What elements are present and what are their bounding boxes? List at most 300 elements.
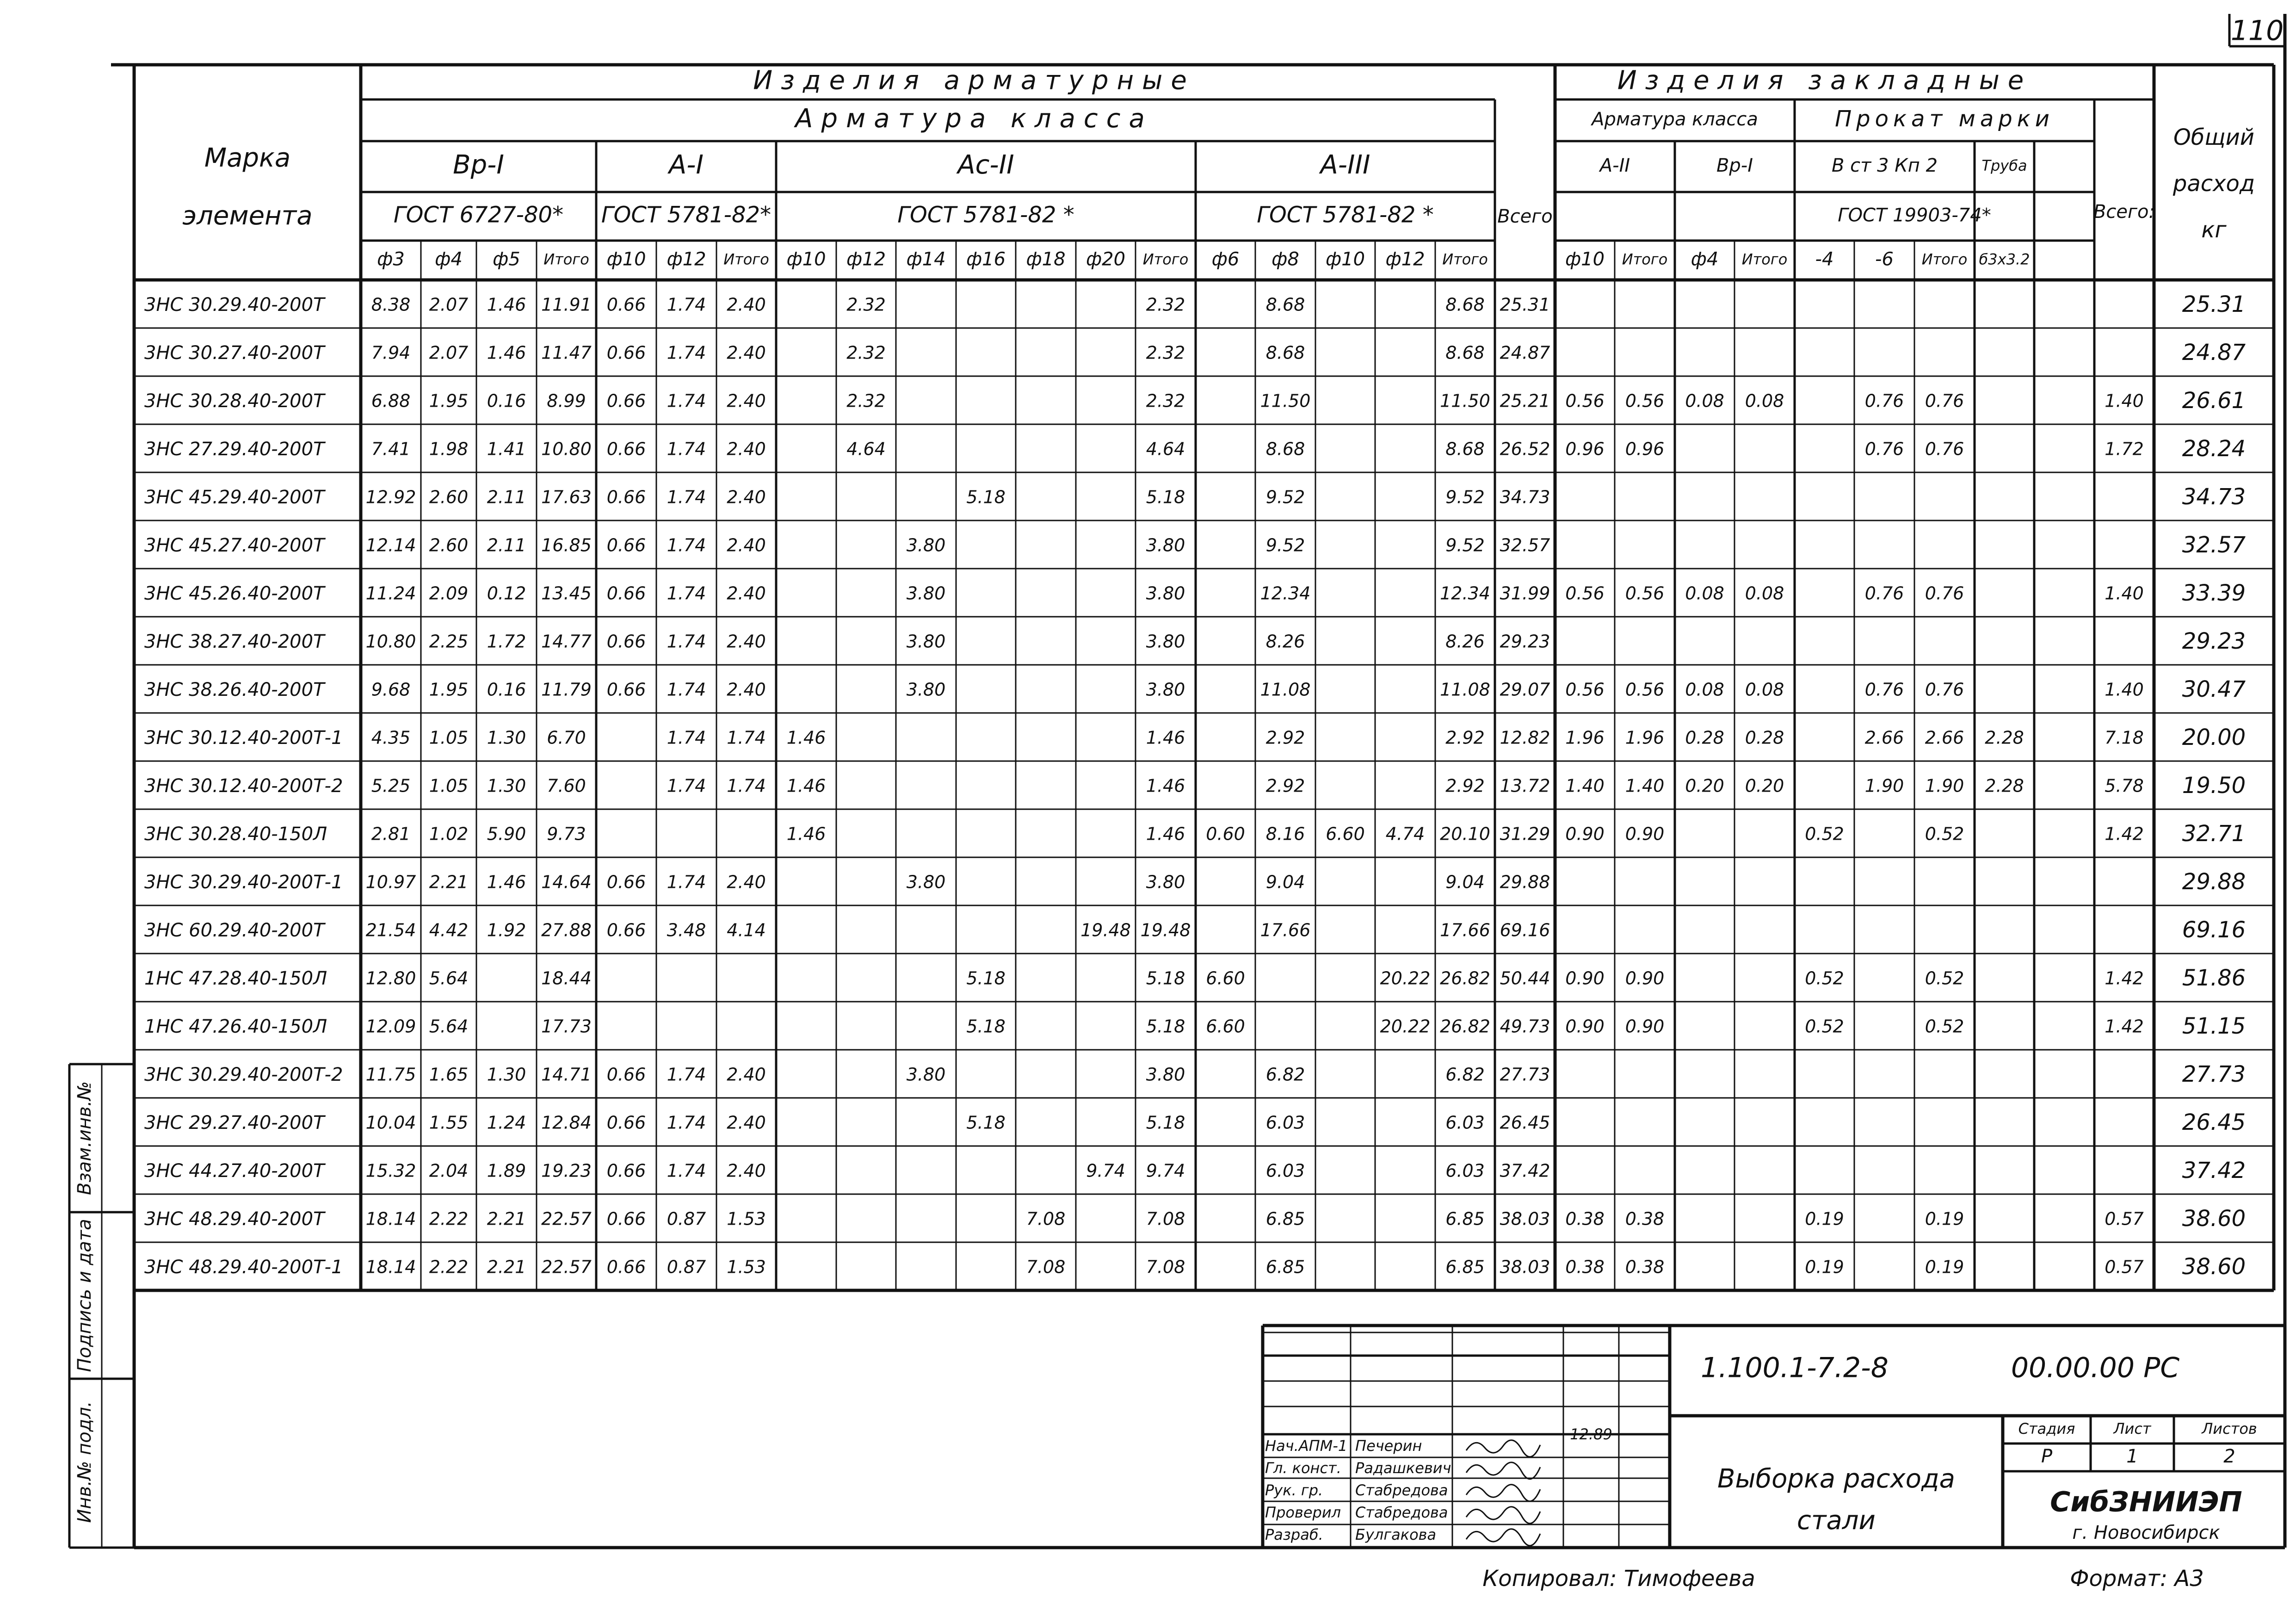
row-value: 0.66 <box>606 1064 646 1085</box>
row-value: 2.28 <box>1985 727 2024 748</box>
column-label: ф18 <box>1026 248 1066 270</box>
row-value: 0.08 <box>1685 390 1724 411</box>
tb-staff-role: Гл. конст. <box>1265 1459 1341 1477</box>
row-value: 34.73 <box>1500 487 1550 508</box>
row-value: 9.52 <box>1265 535 1305 556</box>
row-value: 1.46 <box>1146 727 1185 748</box>
row-value: 7.41 <box>371 439 411 459</box>
row-value: 1.40 <box>1565 775 1605 796</box>
row-value: 2.04 <box>429 1160 469 1181</box>
row-value: 6.70 <box>547 727 586 748</box>
row-value: 9.73 <box>547 824 586 844</box>
row-value: 1.74 <box>667 775 706 796</box>
row-value: 5.18 <box>966 487 1006 508</box>
row-value: 1.74 <box>667 631 706 652</box>
row-value: 2.60 <box>429 535 469 556</box>
tb-date: 12.89 <box>1570 1425 1612 1443</box>
row-value: 6.85 <box>1445 1208 1485 1229</box>
row-value: 0.38 <box>1625 1208 1665 1229</box>
row-value: 2.40 <box>727 1064 766 1085</box>
row-value: 1.74 <box>667 294 706 315</box>
row-value: 1.02 <box>429 824 469 844</box>
row-value: 0.76 <box>1864 390 1904 411</box>
row-value: 1.05 <box>429 727 469 748</box>
stamp-zam: Взам.инв.№ <box>74 1081 95 1196</box>
class-label: А-III <box>1320 150 1370 180</box>
row-value: 2.32 <box>1146 342 1185 363</box>
row-value: 2.25 <box>429 631 469 652</box>
row-value: 38.60 <box>2182 1206 2246 1232</box>
row-value: 1.90 <box>1925 775 1964 796</box>
row-value: 1.74 <box>667 727 706 748</box>
row-value: 2.32 <box>846 342 886 363</box>
row-value: 7.08 <box>1146 1208 1185 1229</box>
row-value: 18.14 <box>365 1208 416 1229</box>
row-value: 4.42 <box>429 920 469 941</box>
mark-header-2: элемента <box>182 201 313 231</box>
row-value: 0.66 <box>606 920 646 941</box>
row-value: 2.21 <box>429 872 469 892</box>
row-value: 2.92 <box>1265 775 1305 796</box>
row-value: 2.92 <box>1265 727 1305 748</box>
row-value: 8.68 <box>1265 342 1305 363</box>
row-value: 11.50 <box>1440 390 1490 411</box>
row-mark: 3НС 29.27.40-200Т <box>144 1112 325 1134</box>
tb-signature <box>1466 1507 1540 1524</box>
row-value: 29.23 <box>1500 631 1550 652</box>
format-label: Формат: А3 <box>2070 1566 2204 1592</box>
row-value: 1.46 <box>786 775 826 796</box>
row-value: 17.73 <box>541 1016 592 1037</box>
row-value: 1.46 <box>1146 824 1185 844</box>
row-value: 8.26 <box>1445 631 1485 652</box>
row-value: 1.30 <box>487 727 526 748</box>
row-value: 6.85 <box>1445 1257 1485 1277</box>
row-mark: 3НС 44.27.40-200Т <box>144 1160 325 1182</box>
row-value: 3.80 <box>1146 631 1185 652</box>
row-value: 0.56 <box>1625 390 1665 411</box>
row-value: 0.57 <box>2105 1208 2144 1229</box>
row-value: 9.52 <box>1445 535 1485 556</box>
row-value: 0.19 <box>1925 1257 1964 1277</box>
row-value: 9.68 <box>371 679 411 700</box>
column-label: ф14 <box>906 248 946 270</box>
column-label: ф16 <box>966 248 1006 270</box>
row-mark: 3НС 60.29.40-200Т <box>144 920 325 941</box>
row-value: 4.64 <box>846 439 886 459</box>
row-value: 2.40 <box>727 390 766 411</box>
row-value: 19.50 <box>2182 773 2246 799</box>
row-value: 6.85 <box>1265 1208 1305 1229</box>
row-value: 3.80 <box>1146 679 1185 700</box>
row-value: 11.24 <box>365 583 416 604</box>
column-label: Итого <box>1741 250 1788 268</box>
row-value: 1.40 <box>2105 583 2144 604</box>
emb-class-label: Вр-I <box>1716 155 1753 176</box>
row-value: 12.09 <box>365 1016 416 1037</box>
row-value: 1.40 <box>1625 775 1665 796</box>
title-block <box>69 1064 2285 1592</box>
row-value: 1.98 <box>429 439 469 459</box>
row-value: 2.92 <box>1445 775 1485 796</box>
row-value: 1.74 <box>667 390 706 411</box>
row-value: 13.45 <box>541 583 592 604</box>
row-value: 18.14 <box>365 1257 416 1277</box>
row-value: 2.21 <box>487 1208 526 1229</box>
column-label: Итого <box>543 250 589 268</box>
row-value: 2.07 <box>429 294 469 315</box>
total-header: Всего <box>1497 206 1553 227</box>
row-value: 29.88 <box>2182 869 2246 895</box>
row-value: 1.90 <box>1864 775 1904 796</box>
row-value: 10.97 <box>365 872 416 892</box>
tb-title-2: стали <box>1797 1505 1876 1536</box>
row-value: 5.18 <box>966 968 1006 989</box>
class-gost: ГОСТ 5781-82 * <box>1257 202 1434 228</box>
tb-staff-role: Рук. гр. <box>1265 1481 1323 1499</box>
row-value: 32.57 <box>2182 532 2246 558</box>
row-value: 3.80 <box>906 1064 946 1085</box>
row-mark: 3НС 48.29.40-200Т-1 <box>144 1257 343 1278</box>
row-value: 1.74 <box>667 535 706 556</box>
column-label: ф4 <box>1691 248 1719 270</box>
row-value: 1.92 <box>487 920 526 941</box>
row-value: 5.18 <box>966 1112 1006 1133</box>
row-value: 0.52 <box>1805 1016 1844 1037</box>
row-value: 50.44 <box>1500 968 1550 989</box>
row-value: 4.35 <box>371 727 411 748</box>
column-label: ф8 <box>1271 248 1299 270</box>
row-value: 1.46 <box>487 872 526 892</box>
row-value: 5.90 <box>487 824 526 844</box>
row-value: 3.80 <box>1146 535 1185 556</box>
row-value: 4.64 <box>1146 439 1185 459</box>
row-value: 0.19 <box>1805 1208 1844 1229</box>
row-value: 2.32 <box>846 390 886 411</box>
row-mark: 3НС 30.28.40-200Т <box>144 390 325 412</box>
class-gost: ГОСТ 5781-82 * <box>897 202 1074 228</box>
row-mark: 3НС 30.12.40-200Т-1 <box>144 727 343 749</box>
row-value: 27.73 <box>1500 1064 1550 1085</box>
row-value: 1.74 <box>727 727 766 748</box>
row-value: 15.32 <box>365 1160 416 1181</box>
row-value: 2.92 <box>1445 727 1485 748</box>
row-value: 0.38 <box>1625 1257 1665 1277</box>
row-value: 32.57 <box>1500 535 1550 556</box>
row-value: 5.78 <box>2105 775 2144 796</box>
row-value: 2.32 <box>1146 294 1185 315</box>
row-value: 1.53 <box>727 1208 766 1229</box>
row-value: 0.52 <box>1925 1016 1964 1037</box>
row-value: 29.23 <box>2182 628 2246 654</box>
tb-signature <box>1466 1462 1540 1479</box>
row-value: 0.56 <box>1565 679 1605 700</box>
row-value: 8.68 <box>1445 439 1485 459</box>
row-value: 30.47 <box>2182 676 2246 702</box>
row-value: 1.95 <box>429 390 469 411</box>
row-value: 9.04 <box>1265 872 1305 892</box>
row-value: 7.08 <box>1146 1257 1185 1277</box>
row-value: 0.66 <box>606 342 646 363</box>
row-value: 0.66 <box>606 487 646 508</box>
row-value: 0.87 <box>667 1208 706 1229</box>
row-value: 1.05 <box>429 775 469 796</box>
row-value: 3.80 <box>906 872 946 892</box>
row-value: 0.52 <box>1925 824 1964 844</box>
row-value: 1.74 <box>667 583 706 604</box>
row-value: 0.66 <box>606 583 646 604</box>
row-value: 51.15 <box>2182 1013 2246 1039</box>
column-label: ф20 <box>1086 248 1126 270</box>
row-value: 17.63 <box>541 487 592 508</box>
row-value: 18.44 <box>541 968 592 989</box>
tb-sheets-label: Листов <box>2202 1420 2257 1437</box>
column-label: ф10 <box>606 248 646 270</box>
tb-sheet-label: Лист <box>2113 1420 2151 1437</box>
tb-doc: 00.00.00 РС <box>2011 1351 2180 1384</box>
copied-by: Копировал: Тимофеева <box>1482 1566 1755 1592</box>
row-value: 26.82 <box>1440 1016 1490 1037</box>
row-value: 1.46 <box>786 727 826 748</box>
tb-staff-name: Радашкевич <box>1355 1459 1451 1477</box>
row-value: 1.65 <box>429 1064 469 1085</box>
row-value: 31.29 <box>1500 824 1550 844</box>
row-value: 28.24 <box>2182 436 2246 462</box>
class-label: Ас-II <box>957 150 1014 180</box>
row-value: 1.53 <box>727 1257 766 1277</box>
row-value: 4.74 <box>1385 824 1425 844</box>
tb-staff-name: Стабредова <box>1355 1481 1448 1499</box>
tb-city: г. Новосибирск <box>2072 1522 2220 1543</box>
row-mark: 3НС 45.27.40-200Т <box>144 535 325 556</box>
row-value: 6.60 <box>1206 1016 1245 1037</box>
row-value: 2.40 <box>727 679 766 700</box>
row-value: 0.52 <box>1925 968 1964 989</box>
row-value: 6.85 <box>1265 1257 1305 1277</box>
row-value: 0.20 <box>1745 775 1784 796</box>
row-value: 0.38 <box>1565 1208 1605 1229</box>
row-value: 11.50 <box>1260 390 1311 411</box>
row-value: 8.38 <box>371 294 411 315</box>
row-value: 9.52 <box>1445 487 1485 508</box>
row-value: 29.07 <box>1500 679 1550 700</box>
column-label: ф5 <box>493 248 520 270</box>
row-value: 25.21 <box>1500 390 1550 411</box>
row-value: 5.18 <box>966 1016 1006 1037</box>
row-value: 0.66 <box>606 439 646 459</box>
class-label: Вр-I <box>453 150 504 180</box>
tb-code: 1.100.1-7.2-8 <box>1701 1351 1889 1384</box>
row-value: 2.21 <box>487 1257 526 1277</box>
row-value: 19.23 <box>541 1160 592 1181</box>
column-label: ф4 <box>435 248 463 270</box>
column-label: б3х3.2 <box>1979 250 2030 268</box>
row-value: 0.66 <box>606 1257 646 1277</box>
row-value: 8.16 <box>1265 824 1305 844</box>
row-value: 8.26 <box>1265 631 1305 652</box>
row-value: 0.96 <box>1625 439 1665 459</box>
row-value: 5.18 <box>1146 487 1185 508</box>
emb-class-label: Труба <box>1981 157 2027 174</box>
row-value: 2.40 <box>727 294 766 315</box>
row-value: 11.08 <box>1260 679 1311 700</box>
common-header-1: Общий <box>2173 124 2254 150</box>
emb-class-label: А-II <box>1599 155 1630 176</box>
row-value: 24.87 <box>2182 340 2246 366</box>
row-value: 7.08 <box>1026 1257 1066 1277</box>
row-value: 49.73 <box>1500 1016 1550 1037</box>
row-value: 22.57 <box>541 1257 592 1277</box>
group-rebar-title: Изделия арматурные <box>753 65 1195 96</box>
row-value: 12.80 <box>365 968 416 989</box>
row-value: 3.80 <box>906 679 946 700</box>
tb-staff-name: Стабредова <box>1355 1504 1448 1521</box>
row-value: 8.68 <box>1445 294 1485 315</box>
row-value: 1.74 <box>727 775 766 796</box>
tb-sheet: 1 <box>2126 1446 2138 1467</box>
row-value: 0.08 <box>1745 583 1784 604</box>
row-value: 2.07 <box>429 342 469 363</box>
common-header-2: расход <box>2173 171 2255 197</box>
row-mark: 3НС 30.28.40-150Л <box>144 824 327 845</box>
row-value: 0.28 <box>1685 727 1724 748</box>
row-value: 5.18 <box>1146 1016 1185 1037</box>
row-value: 6.60 <box>1206 968 1245 989</box>
row-value: 2.32 <box>1146 390 1185 411</box>
column-label: ф12 <box>1385 248 1425 270</box>
row-value: 26.82 <box>1440 968 1490 989</box>
row-value: 2.40 <box>727 583 766 604</box>
tb-staff-role: Проверил <box>1265 1504 1341 1521</box>
row-value: 1.46 <box>1146 775 1185 796</box>
row-value: 6.88 <box>371 390 411 411</box>
row-value: 10.80 <box>541 439 592 459</box>
row-value: 0.76 <box>1925 390 1964 411</box>
row-value: 1.42 <box>2105 1016 2144 1037</box>
row-mark: 3НС 30.29.40-200Т-1 <box>144 872 343 893</box>
row-value: 7.18 <box>2105 727 2144 748</box>
row-value: 34.73 <box>2182 484 2246 510</box>
row-value: 22.57 <box>541 1208 592 1229</box>
row-value: 2.40 <box>727 1160 766 1181</box>
row-value: 6.03 <box>1445 1160 1485 1181</box>
row-value: 0.08 <box>1745 679 1784 700</box>
row-value: 26.52 <box>1500 439 1550 459</box>
row-value: 0.38 <box>1565 1257 1605 1277</box>
row-mark: 3НС 30.29.40-200Т <box>144 294 325 316</box>
column-label: Итого <box>723 250 769 268</box>
row-value: 2.09 <box>429 583 469 604</box>
row-value: 5.18 <box>1146 1112 1185 1133</box>
row-value: 1.72 <box>2105 439 2144 459</box>
row-value: 7.08 <box>1026 1208 1066 1229</box>
row-mark: 1НС 47.26.40-150Л <box>144 1016 327 1037</box>
row-value: 14.77 <box>541 631 592 652</box>
row-value: 21.54 <box>365 920 416 941</box>
class-gost: ГОСТ 5781-82* <box>601 202 772 228</box>
row-value: 1.40 <box>2105 390 2144 411</box>
row-value: 37.42 <box>2182 1158 2246 1183</box>
row-value: 0.66 <box>606 679 646 700</box>
column-label: ф10 <box>1565 248 1605 270</box>
row-mark: 3НС 27.29.40-200Т <box>144 439 325 460</box>
row-value: 0.52 <box>1805 968 1844 989</box>
row-value: 0.52 <box>1805 824 1844 844</box>
row-value: 1.72 <box>487 631 526 652</box>
row-value: 4.14 <box>727 920 766 941</box>
row-value: 0.56 <box>1565 583 1605 604</box>
row-value: 0.66 <box>606 1160 646 1181</box>
row-value: 38.03 <box>1500 1208 1550 1229</box>
row-value: 20.00 <box>2182 725 2246 750</box>
table-header-text <box>182 66 2255 270</box>
row-value: 0.20 <box>1685 775 1724 796</box>
mark-header-1: Марка <box>204 143 291 173</box>
tb-staff-role: Разраб. <box>1265 1526 1323 1543</box>
row-value: 2.11 <box>487 535 526 556</box>
row-value: 3.80 <box>1146 1064 1185 1085</box>
row-value: 0.76 <box>1864 583 1904 604</box>
row-value: 12.92 <box>365 487 416 508</box>
row-value: 1.74 <box>667 342 706 363</box>
row-value: 8.99 <box>547 390 586 411</box>
row-value: 8.68 <box>1265 439 1305 459</box>
rebar-class-label: Арматура класса <box>795 104 1153 134</box>
row-value: 37.42 <box>1500 1160 1550 1181</box>
row-value: 1.89 <box>487 1160 526 1181</box>
row-value: 0.19 <box>1805 1257 1844 1277</box>
row-value: 6.03 <box>1265 1160 1305 1181</box>
row-value: 1.30 <box>487 1064 526 1085</box>
row-value: 25.31 <box>1500 294 1550 315</box>
row-value: 0.66 <box>606 631 646 652</box>
row-value: 2.40 <box>727 631 766 652</box>
row-value: 19.48 <box>1080 920 1131 941</box>
row-value: 27.73 <box>2182 1061 2246 1087</box>
row-value: 2.60 <box>429 487 469 508</box>
row-value: 2.22 <box>429 1257 469 1277</box>
row-value: 16.85 <box>541 535 592 556</box>
row-value: 11.08 <box>1440 679 1490 700</box>
row-mark: 3НС 30.12.40-200Т-2 <box>144 775 343 797</box>
row-value: 0.66 <box>606 872 646 892</box>
row-value: 0.08 <box>1685 583 1724 604</box>
row-value: 7.94 <box>371 342 411 363</box>
row-value: 1.46 <box>487 294 526 315</box>
row-value: 1.74 <box>667 1112 706 1133</box>
row-value: 0.76 <box>1925 583 1964 604</box>
column-label: ф10 <box>1325 248 1365 270</box>
row-value: 12.34 <box>1440 583 1490 604</box>
row-value: 10.80 <box>365 631 416 652</box>
row-value: 9.74 <box>1146 1160 1185 1181</box>
row-value: 1.40 <box>2105 679 2144 700</box>
column-label: ф3 <box>377 248 405 270</box>
tb-stage-label: Стадия <box>2018 1420 2075 1437</box>
row-value: 0.76 <box>1925 439 1964 459</box>
row-value: 1.42 <box>2105 824 2144 844</box>
emb-rebar-class-label: Арматура класса <box>1592 109 1758 130</box>
column-label: ф10 <box>786 248 826 270</box>
row-value: 1.55 <box>429 1112 469 1133</box>
row-value: 3.48 <box>667 920 706 941</box>
row-value: 17.66 <box>1260 920 1311 941</box>
row-value: 0.16 <box>487 679 526 700</box>
row-value: 1.46 <box>786 824 826 844</box>
row-value: 0.66 <box>606 535 646 556</box>
row-value: 20.10 <box>1440 824 1490 844</box>
row-value: 0.90 <box>1625 824 1665 844</box>
